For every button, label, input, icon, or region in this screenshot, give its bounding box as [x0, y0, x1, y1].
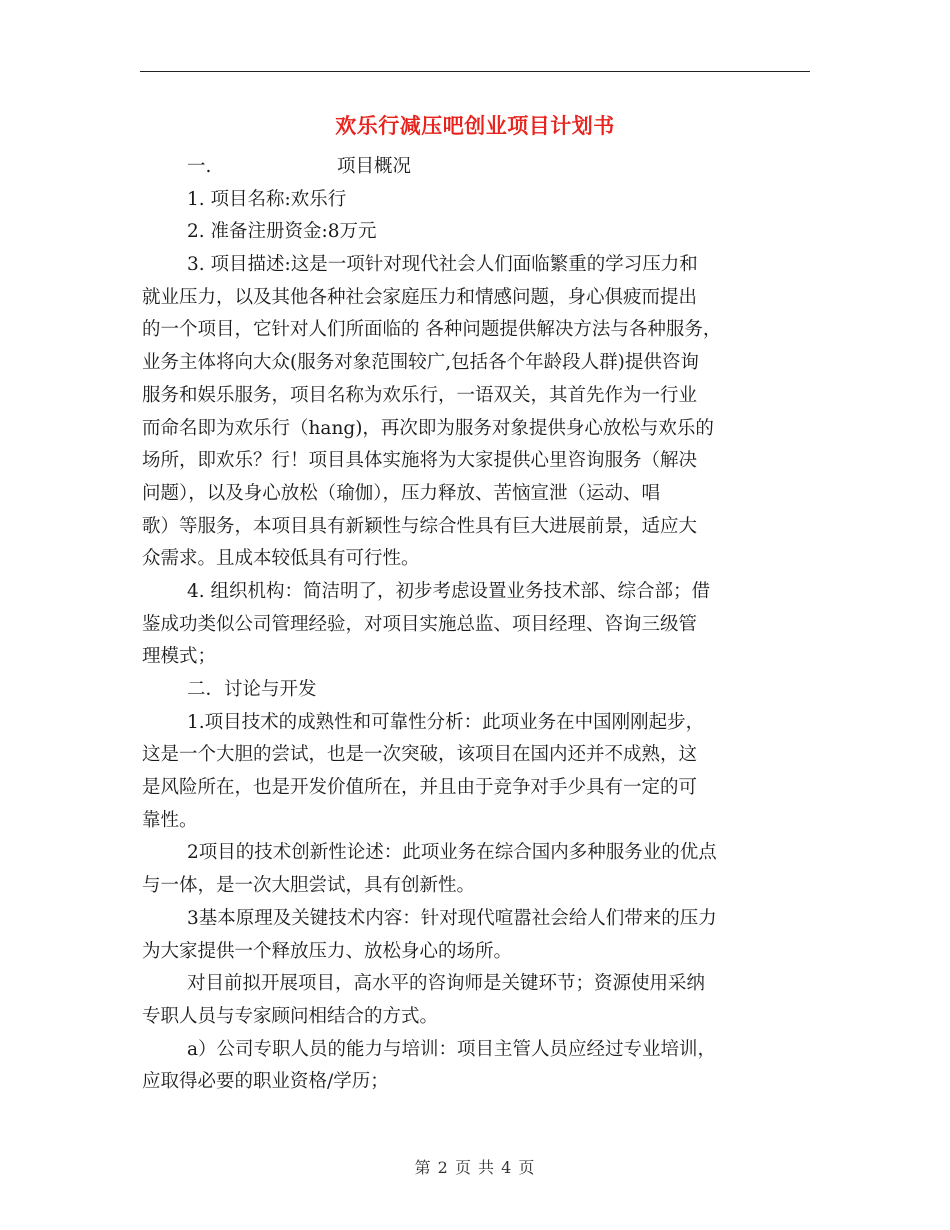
item3-line: 而命名即为欢乐行（hang)，再次即为服务对象提供身心放松与欢乐的 — [142, 417, 714, 439]
item3-line: 3. 项目描述:这是一项针对现代社会人们面临繁重的学习压力和 — [187, 254, 698, 276]
item3-line: 歌）等服务，本项目具有新颖性与综合性具有巨大进展前景，适应大 — [142, 515, 698, 537]
document-body — [142, 151, 810, 1099]
paragraph-line: 靠性。 — [142, 809, 198, 831]
item4-line: 理模式； — [142, 646, 217, 668]
item3-line: 服务和娱乐服务，项目名称为欢乐行，一语双关，其首先作为一行业 — [142, 384, 698, 406]
paragraph-line: 这是一个大胆的尝试，也是一次突破，该项目在国内还并不成熟，这 — [142, 744, 698, 766]
page-footer: 第 2 页 共 4 页 — [414, 1158, 536, 1177]
item3-line: 业务主体将向大众(服务对象范围较广,包括各个年龄段人群)提供咨询 — [142, 352, 699, 374]
paragraph-line: 应取得必要的职业资格/学历； — [142, 1071, 389, 1093]
document-title: 欢乐行减压吧创业项目计划书 — [335, 113, 615, 138]
section-1-number: 一. — [187, 156, 212, 177]
section-2-heading: 二．讨论与开发 — [187, 679, 317, 700]
item4-line: 4. 组织机构：简洁明了，初步考虑设置业务技术部、综合部；借 — [187, 580, 711, 602]
item3-line: 问题），以及身心放松（瑜伽），压力释放、苦恼宣泄（运动、唱 — [142, 482, 661, 504]
paragraph-line: 专职人员与专家顾问相结合的方式。 — [142, 1005, 439, 1027]
item3-line: 就业压力，以及其他各种社会家庭压力和情感问题，身心俱疲而提出 — [142, 286, 698, 308]
paragraph-line: a）公司专职人员的能力与培训：项目主管人员应经过专业培训， — [187, 1038, 717, 1060]
paragraph-line: 与一体，是一次大胆尝试，具有创新性。 — [142, 875, 476, 897]
item3-line: 场所，即欢乐？行！项目具体实施将为大家提供心里咨询服务（解决 — [142, 450, 698, 472]
section-1-heading — [142, 151, 810, 184]
header-rule — [140, 71, 810, 72]
item4-line: 鉴成功类似公司管理经验，对项目实施总监、项目经理、咨询三级管 — [142, 613, 698, 635]
paragraph-line: 是风险所在，也是开发价值所在，并且由于竞争对手少具有一定的可 — [142, 777, 698, 799]
item3-line: 众需求。且成本较低具有可行性。 — [142, 548, 420, 570]
paragraph-line: 为大家提供一个释放压力、放松身心的场所。 — [142, 940, 513, 962]
paragraph-line: 1.项目技术的成熟性和可靠性分析：此项业务在中国刚刚起步， — [187, 711, 705, 733]
paragraph-line: 对目前拟开展项目，高水平的咨询师是关键环节；资源使用采纳 — [187, 973, 706, 995]
section-1-title: 项目概况 — [337, 156, 412, 177]
paragraph-line: 2项目的技术创新性论述：此项业务在综合国内多种服务业的优点 — [187, 842, 717, 864]
paragraph-line: 3基本原理及关键技术内容：针对现代喧嚣社会给人们带来的压力 — [187, 907, 717, 929]
item-registered-capital: 2. 准备注册资金:8万元 — [187, 221, 377, 243]
item-project-name: 1. 项目名称:欢乐行 — [187, 188, 347, 210]
item3-line: 的一个项目，它针对人们所面临的 各种问题提供解决方法与各种服务， — [142, 319, 722, 341]
